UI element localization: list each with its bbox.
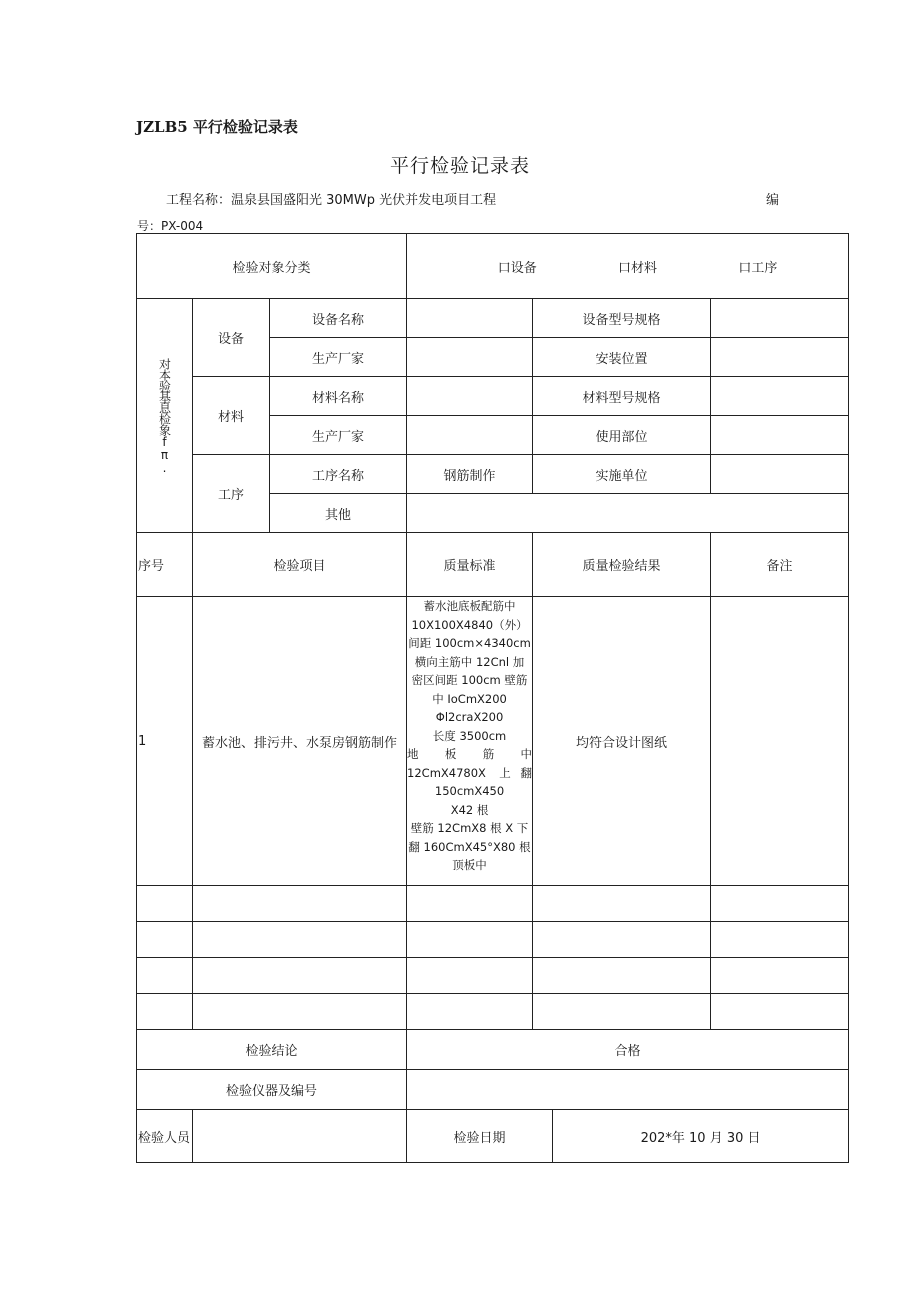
standard-line: 间距 100cm×4340cm [408, 636, 531, 650]
equipment-location-label: 安装位置 [533, 338, 711, 377]
standard-line: 壁筋 12CmX8 根 X 下 [410, 821, 529, 835]
material-model-label: 材料型号规格 [533, 377, 711, 416]
material-model-value[interactable] [711, 377, 849, 416]
instrument-label: 检验仪器及编号 [137, 1070, 407, 1110]
material-label: 材料 [193, 377, 270, 455]
conclusion-label: 检验结论 [137, 1030, 407, 1070]
material-usage-value[interactable] [711, 416, 849, 455]
standard-line: 密区间距 100cm 壁筋 [411, 673, 528, 687]
empty-remark[interactable] [711, 994, 849, 1030]
empty-item[interactable] [193, 922, 407, 958]
material-name-label: 材料名称 [270, 377, 407, 416]
object-info-label-cell [137, 299, 193, 533]
process-other-value[interactable] [407, 494, 849, 533]
empty-row [137, 994, 849, 1030]
standard-line: 12CmX4780X 上翻 [407, 765, 533, 780]
empty-item[interactable] [193, 886, 407, 922]
equipment-label: 设备 [193, 299, 270, 377]
row-standard-text [407, 597, 532, 875]
empty-remark[interactable] [711, 958, 849, 994]
inspection-header-row [137, 533, 849, 597]
empty-standard[interactable] [407, 994, 533, 1030]
header-seq: 序号 [137, 533, 193, 597]
empty-seq[interactable] [137, 958, 193, 994]
conclusion-value[interactable]: 合格 [407, 1030, 849, 1070]
inspect-date-label: 检验日期 [407, 1110, 553, 1163]
empty-standard[interactable] [407, 958, 533, 994]
standard-line: 10X100X4840（外） [411, 617, 528, 632]
standard-line: 长度 3500cm [432, 728, 507, 743]
row-seq: 1 [137, 597, 193, 886]
object-category-row [137, 234, 849, 299]
equipment-location-value[interactable] [711, 338, 849, 377]
row-standard [407, 597, 533, 886]
inspector-row [137, 1110, 849, 1163]
empty-result[interactable] [533, 994, 711, 1030]
process-name-label: 工序名称 [270, 455, 407, 494]
header-remark: 备注 [711, 533, 849, 597]
standard-line: Φl2craX200 [435, 710, 504, 724]
equipment-model-label: 设备型号规格 [533, 299, 711, 338]
standard-line: 地 板 筋 中 [407, 747, 533, 761]
equipment-name-value[interactable] [407, 299, 533, 338]
empty-seq[interactable] [137, 994, 193, 1030]
object-info-vertical-label: 对本验基息检象fπ. [157, 357, 172, 474]
header-result: 质量检验结果 [533, 533, 711, 597]
empty-row [137, 922, 849, 958]
instrument-value[interactable] [407, 1070, 849, 1110]
empty-seq[interactable] [137, 922, 193, 958]
empty-row [137, 958, 849, 994]
material-maker-label: 生产厂家 [270, 416, 407, 455]
process-other-label: 其他 [270, 494, 407, 533]
checkbox-equipment[interactable]: 口设备 [497, 260, 537, 276]
header-item: 检验项目 [193, 533, 407, 597]
object-category-label: 检验对象分类 [137, 234, 407, 299]
inspector-label: 检验人员 [137, 1110, 193, 1163]
material-usage-label: 使用部位 [533, 416, 711, 455]
standard-line: X42 根 [450, 802, 489, 817]
page-title: 平行检验记录表 [389, 155, 530, 177]
equipment-name-label: 设备名称 [270, 299, 407, 338]
equipment-row-1 [137, 299, 849, 338]
empty-seq[interactable] [137, 886, 193, 922]
serial-label-part1: 编 [766, 193, 780, 208]
checkbox-material[interactable]: 口材料 [618, 260, 658, 276]
standard-line: 蓄水池底板配筋中 [423, 599, 516, 613]
instrument-row [137, 1070, 849, 1110]
equipment-model-value[interactable] [711, 299, 849, 338]
empty-standard[interactable] [407, 922, 533, 958]
empty-item[interactable] [193, 958, 407, 994]
header-standard: 质量标准 [407, 533, 533, 597]
row-remark[interactable] [711, 597, 849, 886]
document-code: JZLB5 平行检验记录表 [136, 118, 298, 136]
inspect-date-value[interactable]: 202*年 10 月 30 日 [553, 1110, 849, 1163]
empty-item[interactable] [193, 994, 407, 1030]
process-name-value[interactable]: 钢筋制作 [407, 455, 533, 494]
row-result[interactable]: 均符合设计图纸 [533, 597, 711, 886]
process-unit-label: 实施单位 [533, 455, 711, 494]
project-name: 工程名称：温泉县国盛阳光 30MWp 光伏并发电项目工程 [166, 193, 497, 208]
object-category-options [407, 234, 849, 299]
empty-standard[interactable] [407, 886, 533, 922]
process-unit-value[interactable] [711, 455, 849, 494]
table-row [137, 597, 849, 886]
material-row-1 [137, 377, 849, 416]
material-name-value[interactable] [407, 377, 533, 416]
empty-remark[interactable] [711, 922, 849, 958]
conclusion-row [137, 1030, 849, 1070]
standard-line: 横向主筋中 12Cnl 加 [414, 654, 525, 669]
inspector-value[interactable] [193, 1110, 407, 1163]
empty-result[interactable] [533, 886, 711, 922]
standard-line: 顶板中 [452, 858, 487, 872]
material-maker-value[interactable] [407, 416, 533, 455]
empty-remark[interactable] [711, 886, 849, 922]
equipment-maker-value[interactable] [407, 338, 533, 377]
empty-result[interactable] [533, 958, 711, 994]
process-label: 工序 [193, 455, 270, 533]
empty-row [137, 886, 849, 922]
checkbox-process[interactable]: 口工序 [738, 260, 778, 276]
standard-line: 翻 160CmX45°X80 根 [408, 839, 531, 854]
equipment-maker-label: 生产厂家 [270, 338, 407, 377]
empty-result[interactable] [533, 922, 711, 958]
inspection-record-table [136, 233, 849, 1163]
standard-line: 150cmX450 [434, 784, 505, 798]
standard-line: 中 IoCmX200 [432, 691, 507, 706]
serial-label-part2: 号：PX-004 [137, 219, 204, 233]
process-row-1 [137, 455, 849, 494]
row-item: 蓄水池、排污井、水泵房钢筋制作 [193, 597, 407, 886]
